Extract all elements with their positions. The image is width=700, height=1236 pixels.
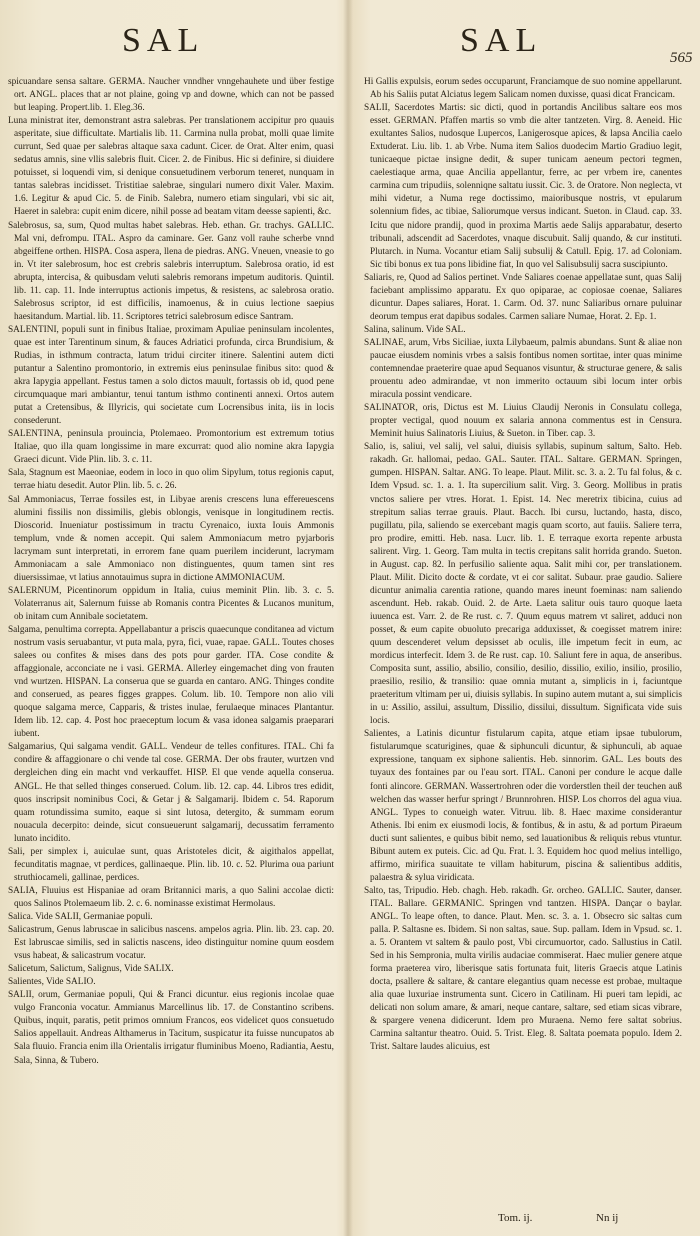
entry: Salicetum, Salictum, Salignus, Vide SALIX. (8, 964, 174, 975)
entry: SALENTINA, peninsula prouincia, Ptolemaeo. Promontorium est extremum totius Italiae, quo illa quam longissime in mare excurrat: quod alio nomine akra Iapygia Graeci dicunt. Vide Plin. lib. 3. c. 11. (8, 429, 334, 466)
book-gutter (343, 0, 353, 1236)
entry: Salgama, penultima correpta. Appellabantur a priscis quaecunque conditanea ad victum nostrum vasis seruabantur, vt puta mala, pyra, fici, vuae, rapae. GALL. Toutes choses salees ou confites & mises dans des pots pour garder. ITA. Cose condite & affaggionale, acconciate ne i vasi. GERMA. Allerley eingemachet ding von frauten vnd wurtzen. HISPAN. La conserua que se guarda en cantaro. ANG. Thinges condite and conserued, as peares figges grappes. Colum. lib. 10. Tempore non alio vili quoque salgama merce, Capparis, & tristes inulae, ferulaeque minaces Plantantur. Idem lib. 12. cap. 4. Post hoc praeceptum locum & vasa idonea salgamis praeparari iubent. (8, 624, 334, 740)
page-number: 565 (670, 50, 693, 66)
entry: Sala, Stagnum est Maeoniae, eodem in loco in quo olim Sipylum, totus regionis caput, terrae hiatu desedit. Autor Plin. lib. 5. c. 26. (8, 468, 334, 492)
entry: SALINAE, arum, Vrbs Siciliae, iuxta Lilybaeum, palmis abundans. Sunt & aliae non paucae eiusdem nominis vrbes a salsis fontibus nomen sortitae, inter quas minime contemnendae praeterire quae apud Sequanos visuntur, & structurae genere, & salis prouentu adeo admirandae, vt non immerito octauum sibi locum inter orbis miracula possint vendicare. (364, 337, 682, 401)
entry: Salientes, Vide SALIO. (8, 977, 96, 988)
entry: Salto, tas, Tripudio. Heb. chagh. Heb. rakadh. Gr. orcheo. GALLIC. Sauter, danser. ITAL. Ballare. GERMANIC. Springen vnd tantzen. HISPA. Dançar o baylar. ANGL. To leape often, to dance. Plaut. Men. sc. 3. a. 1. Obsecro sic saltas cum palla. P. Saltasne es. Ibidem. Si non saltas, saue. Sup. pallam. Idem in Vpsud. sc. 1. a. 5. Orantem vt saltem & paulo post, Vbi circumuortor, cado. Sallustius in Catil. Sed in his Sempronia, multa virilis audaciae commiserat. Haec mulier genere atque forma praeterea viro, liberisque satis fortunata fuit, literis Graecis atque Latinis docta, psallere & saltare, & cantare elegantius quam necesse est probae, multaque alia quae luxuriae instrumenta sunt. Cicero in Catilinam. Hi pueri tam lepidi, ac delicati non solum amare, & amari, neque cantare, saltare, sed etiam sicas vibrare, & spargere venena didicerunt. Idem pro Muraena. Nemo fere saltat sobrius. Carmina saltantur theatro. Ouid. 5. Trist. Eleg. 8. Saltata poemata populo. Idem 2. Trist. Saltare laudes alicuius, est (364, 885, 682, 1053)
entry: Saliaris, re, Quod ad Salios pertinet. Vnde Saliares coenae appellatae sunt, quas Salij faciebant amplissimo apparatu. Ex quo opiparae, ac copiosae coenae, Saliares dicuntur. Dapes saliares, Horat. 1. Carm. Od. 37. nunc Saliaribus ornare puluinar deorum tempus erat dapibus sodales. Carmen saliare Numae, Horat. 2. Ep. 1. (364, 272, 682, 322)
entry: Salica. Vide SALII, Germaniae populi. (8, 912, 153, 922)
entry: Luna ministrat iter, demonstrant astra salebras. Per translationem accipitur pro quauis asperitate, siue difficultate. Martialis lib. 11. Carmina nulla probat, molli quae limite currunt, Sed quae per salebras altaque saxa cadunt. Cicer. de Orat. Alter enim, quasi sedatus amnis, sine vllis salebris fluit. Cicer. 2. de Finibus. Hic si definire, si diuidere potuisset, si loquendi vim, si denique consuetudinem verborum teneret, nunquam in tantas salebras incidisset. Tristitiae salebrae, singulari numero dixit Valer. Maxim. 1.6. Legitur & apud Cic. 5. de Finib. Salebra, numero etiam singulari, vbi sic ait, Haeret in salebra: cupit enim dicere, nihil posse ad beatam vitam deesse sapienti, &c. (8, 116, 334, 218)
signature-mark: Tom. ij. (498, 1212, 533, 1224)
entry: SALIA, Fluuius est Hispaniae ad oram Britannici maris, a quo Salini accolae dicti: quos Salinos Ptolemaeum lib. 2. c. 6. nominasse existimat Hermolaus. (8, 885, 334, 909)
right-column (364, 76, 682, 1055)
entry: spicuandare sensa saltare. GERMA. Naucher vnndher vnngehauhete und über festige ort. ANGL. places that ar not plaine, going vp and downe, which can not be passed but leaping. Propert.lib. 1. Eleg.36. (8, 77, 334, 114)
entry: Salina, salinum. Vide SAL. (364, 324, 466, 335)
entry: Sali, per simplex i, auiculae sunt, quas Aristoteles dicit, & aigithalos appellat, fecunditatis magnae, vt perdices, gallinaeque. Plin. lib. 10. c. 52. Plurima oua pariunt struthiocameli, gallinae, perdices. (8, 846, 334, 883)
running-head-right: SAL (460, 22, 543, 59)
entry: SALINATOR, oris, Dictus est M. Liuius Claudij Neronis in Consulatu collega, propter vectigal, quod nouum ex salaria annona commentus est in Censura. Meminit huius Salinatoris Liuius, & Sueton. in Tiber. cap. 3. (364, 403, 682, 440)
entry: Salicastrum, Genus labruscae in salicibus nascens. ampelos agria. Plin. lib. 23. cap. 20. Est labruscae similis, sed in salictis nascens, ideo distinguitur nomine quum eosdem vsus habeat, & salicastrum vocatur. (8, 925, 334, 962)
entry: SALENTINI, populi sunt in finibus Italiae, proximam Apuliae peninsulam incolentes, quae est inter Tarentinum sinum, & fauces Adriatici profunda, circa Brundisium, & Rudias, in isthmum contracta, latum tridui circiter itinere. Salentini autem dicti putantur a Salentino promontorio, in extremis eius peninsulae finibus sito: quod & akra Iapygia appellant. Festus tamen a solo dictos mauult, fortassis ob id, quod pene circumquaque mari ambiantur, tenui tantum isthmo continenti annexi. Ortos autem putat a Cretensibus, & Illyricis, qui societate cum Locrensibus inita, iis in locis consederunt. (8, 324, 334, 427)
entry: SALERNUM, Picentinorum oppidum in Italia, cuius meminit Plin. lib. 3. c. 5. Volaterranus ait, Salernum fuisse ab Romanis contra Picentes & Lucanos munitum, ob initam cum Annibale societatem. (8, 585, 334, 622)
entry: SALII, orum, Germaniae populi, Qui & Franci dicuntur. eius regionis incolae quae vulgo Franconia vocatur. Ammianus Marcellinus lib. 17. de Constantino scribens. Quibus, inquit, paratis, petit primos omnium Francos, eos videlicet quos consuetudo Salios appellauit. Andreas Althamerus in Tacitum, suspicatur ita fuisse nuncupatos ab Sala fluuio. Francia enim illa Orientalis irrigatur fluminibus Moeno, Radiantia, Aestu, Sala, Sinna, & Tubero. (8, 990, 334, 1066)
entry: Hi Gallis expulsis, eorum sedes occuparunt, Franciamque de suo nomine appellarunt. Ab his Saliis putat Alciatus legem Salicam nomen duxisse, quasi dicat Francicam. (364, 77, 682, 101)
entry: SALII, Sacerdotes Martis: sic dicti, quod in portandis Ancilibus saltare eos mos esset. GERMAN. Pfaffen martis so vmb die alter tantzeten. Virg. 8. Aeneid. Hic exultantes Salios, nudosque Lupercos, Lanigerosque apices, & lapsa Ancilia caelo Extuderat. Liu. lib. 1. ab Vrbe. Numa item Salios duodecim Martio Gradiuo legit, tunicaeque pictae insigne dedit, & super tunicam aeneum pectori tegmen, caelestiaque arma, quae Ancilia appellantur, ferre, ac per vrbem ire, canentes carmina cum tripudiis, solenniqne saltatu iussit. Cic. 3. de Oratore. Non neglecta, vt mihi videtur, a Numa rege doctissimo, maioribusque nostris, vt epularum solennium fides, ac tibiae, Saliorumque versus indicant. Sueton. in Claud. cap. 33. Icitu que nidore prandij, quod in proxima Martis aede Salijs apparabatur, deserto tribunali, adscendit ad Sacerdotes, vnaque discubuit. Salij quando, & cur instituti. Plutarch. in Numa. Vocantur etiam Salij subsulij & Catull. Epig. 17. ad Coloniam. Sic tibi bonus ex tua pons libidine fiat, In quo vel Salisubsulij sacra suscipiunto. (364, 103, 682, 270)
entry: Salebrosus, sa, sum, Quod multas habet salebras. Heb. ethan. Gr. trachys. GALLIC. Mal vni, defrompu. ITAL. Aspro da caminare. Ger. Ganz voll rauhe scherbe vnnd abgeiffene orthen. HISPA. Cosa aspera, llena de piedras. ANG. Vneuen, vneasie to go in. Vt iter salebrosum, hoc est crebris salebris interruptum. Salebrosa oratio, id est abrupta, intercisa, & quibusdam veluti salebris remorans impetum auditoris. Quintil. lib. 11. cap. 11. Inde interruptus actionis impetus, & resistens, ac salebrosa oratio. Salebrosus scriptor, id est difficilis, inamoenus, & in cuius lectione saepius haesitandum. Martial. lib. 11. Scriptores tetrici salebrosum edisce Santram. (8, 220, 334, 322)
entry: Sal Ammoniacus, Terrae fossiles est, in Libyae arenis crescens luna effereuescens alumini fissilis non dissimilis, glebis oblongis, venisque in longitudinem rectis. Dioscorid. Inueniatur postissimum in tractu Cyrenaico, iuxta Iouis Ammonis templum, vnde & nomen accepit. Qui salem Ammoniacum metro pyjarboris lacrymam sunt interpretati, in errorem fane quam puerilem inciderunt, lacrymam Ammoniacam a sale Ammoniaco non distinguentes, quum tamen sint res diuersissimae, vt latius annotauimus supra in dictione AMMONIACUM. (8, 494, 334, 583)
entry: Salientes, a Latinis dicuntur fistularum capita, atque etiam ipsae tubulorum, fistularumque scaturigines, quae & siphunculi dicuntur, & siphunculi, ab aquae expressione, tanquam ex siphone salientis. Heb. sinnorim. GAL. Les bouts des tuyaux des fontaines par ou l'eau sort. ITAL. Canoni per condure le acque dalle fonti alincore. GERMAN. Wassertrohren oder die vorderstlen theil der teuchen auß welchen das wasser herfur springt / Brunnrohren. HISP. Los chorros del agua viua. ANGL. Types to conueigh water. Vitruu. lib. 8. Haec maxime considerantur Athenis. Ibi enim ex eiusmodi locis, & fontibus, & in astu, & ad portum Piraeum ducti sunt salientes, e quibus bibit nemo, sed lauationibus & reliquis rebus vtuntur. Bibunt autem ex puteis. Cic. ad Qu. Frat. l. 3. Equidem hoc quod melius intelligo, affirmo, mirifica suauitate te villam habiturum, piscina & salientibus additis, palaestra & sylua viridicata. (364, 729, 682, 883)
left-column (8, 76, 334, 1068)
entry: Salgamarius, Qui salgama vendit. GALL. Vendeur de telles confitures. ITAL. Chi fa condire & affaggionare o chi vende tal cose. GERMA. Der obs frauter, wurtzen vnd dergleichen ding ein macht vnd verkauffet. HISP. El que vende aquella conserua. ANGL. He that selled thinges conserued. Colum. lib. 12. cap. 44. Libros tres edidit, quos inscripsit nominibus Coci, & Getar j & Salgamarij. Ibidem c. 54. Raporum quam rotundissima sumito, eaque si sint lutosa, detergito, & summam eorum nouacula decerpito: deinde, sicut consueuerunt salgamarij, decussatim ferramento lunato incidito. (8, 742, 334, 844)
catchword: Nn ij (596, 1212, 619, 1224)
running-head-left: SAL (122, 22, 205, 59)
entry: Salio, is, saliui, vel salij, vel salui, diuisis syllabis, supinum saltum, Salto. Heb. rakadh. Gr. hallomai, pedao. GAL. Sauter. ITAL. Saltare. GERMAN. Springen, gumpen. HISPAN. Saltar. ANG. To leape. Plaut. Milit. sc. 3. a. 2. Tu fal folus, & c. Idem Vpsud. sc. 1. a. 1. Ita supercilium salit. Virg. 3. Georg. Mollibus in pratis vnctos saliere per vtres. Horat. 1. Epist. 14. Nec meretrix tibicina, cuius ad strepitum salias terrae grauis. Plaut. Bacch. Ibi cursu, luctando, hasta, disco, pugillatu, pila, saliendo se exercebant magis quam scorto, aut fauiis. Saliere terra, pro prodire, emitti. Heb. nasa. Lucr. lib. 1. E terraque exorta repente arbusta salirent. Virg. 1. Georg. Tam multa in tectis crepitans salit horrida grando. Sueton. in August. cap. 82. In perfusilio saliente aqua. Salit mihi cor, per translationem. Plaut. Milit. Dicito docte & cordate, vt ei cor salitat. Subaur. prae gaudio. Saliere dicuntur animalia carentia ratione, quando mares ineunt foeminas: nam saliendo ascendunt. Heb. rakab. Ouid. 2. de Arte. Laeta salitur ouis tauro quoque laeta iuuenca est. Varr. 2. de Re rust. c. 7. Quum equus matrem vt saliret, adduci non posset, & eum capite obuoluto precariga adduxisset, & coegisset matrem inire: quum descenderet velum depsisset ab oculis, ille impetum fecit in eum, ac mordicus interfecit. Idem 3. de Re rust. cap. 10. Saliunt fere in aqua, de anseribus. Composita sunt, assilio, absilio, consilio, desilio, dissilio, exilio, insilio, prosilio, praesilio, resilio, & transilio: quae omnia mutant a, simplicis in i, faciuntque praeteritum vltimam per ui, diuisis syllabis. In supino autem mutant a, sui simplicis in u: Assilio, assilui, assultum, Dissilio, dissilui, dissultum. Significata vide suis locis. (364, 442, 682, 727)
